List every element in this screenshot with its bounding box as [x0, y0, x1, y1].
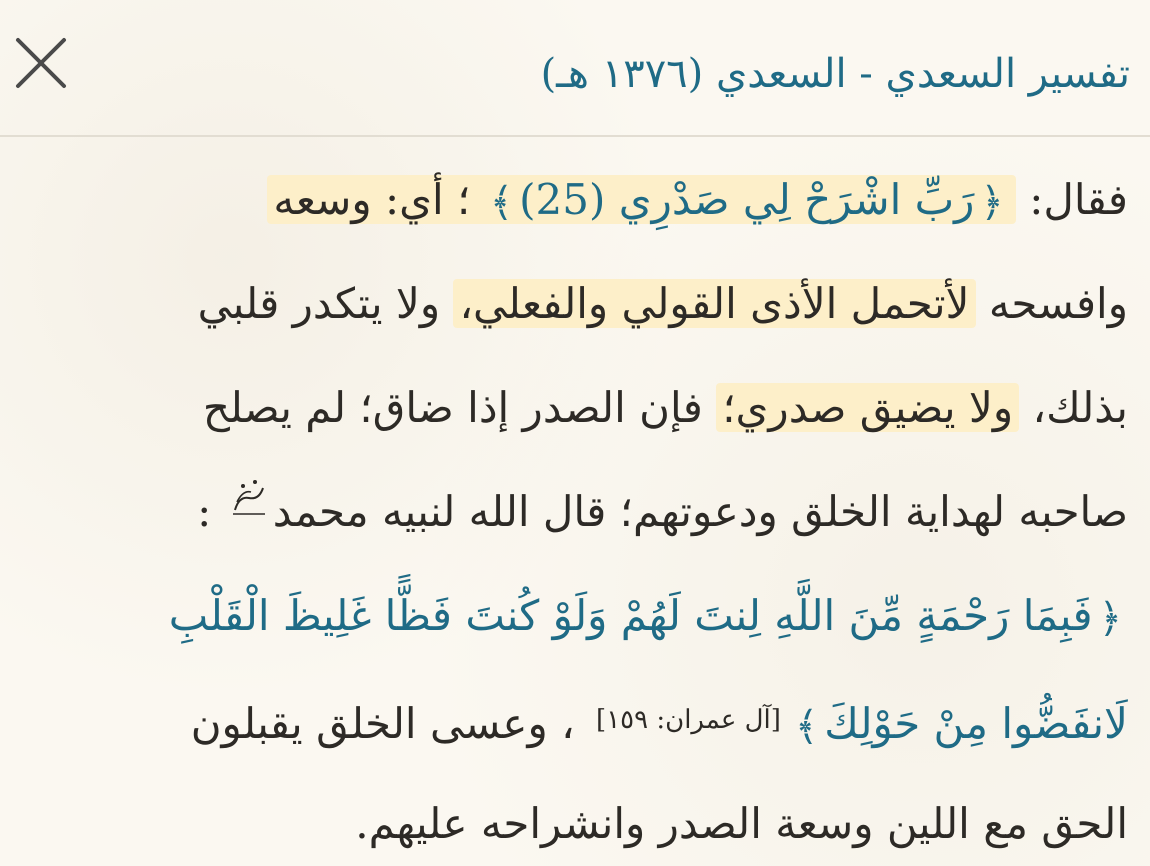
ornate-bracket-close-icon: ﴾: [489, 180, 514, 226]
ornate-bracket-close-icon: ﴾: [794, 704, 819, 750]
line2-start: وافسحه: [975, 279, 1128, 328]
text-line-6: [191, 668, 1128, 772]
header-bar: [0, 0, 1150, 137]
line1-prefix: فقال:: [1015, 175, 1128, 224]
ornate-bracket-open-icon: ﴿: [980, 180, 1004, 226]
text-line-3: [203, 356, 1128, 460]
line3-end: فإن الصدر إذا ضاق؛ لم يصلح: [202, 383, 717, 432]
highlighted-verse: [267, 175, 1016, 224]
line6-after: ، وعسى الخلق يقبلون: [190, 699, 589, 748]
quran-verse[interactable]: رَبِّ اشْرَحْ لِي صَدْرِي (25): [519, 175, 975, 224]
text-line-1: [267, 148, 1128, 252]
text-line-7: [355, 772, 1128, 866]
sallallahu-alayhi-wasallam-icon: [229, 476, 269, 518]
close-icon: [12, 34, 70, 92]
line4-after: :: [197, 487, 225, 536]
line4-text: صاحبه لهداية الخلق ودعوتهم؛ قال الله لنبيه محمد: [272, 487, 1128, 536]
quran-verse[interactable]: لَانفَضُّوا مِنْ حَوْلِكَ: [824, 699, 1128, 748]
text-line-4: [197, 460, 1128, 564]
line7-text: الحق مع اللين وسعة الصدر وانشراحه عليهم.: [355, 799, 1128, 848]
line1-suffix: ؛ أي: وسعه: [273, 175, 484, 224]
ornate-bracket-open-icon: ﴿: [1098, 596, 1122, 642]
highlighted-text[interactable]: ولا يضيق صدري؛: [716, 383, 1019, 432]
text-line-2: [198, 252, 1128, 356]
text-line-5: [169, 564, 1128, 668]
quran-verse[interactable]: فَبِمَا رَحْمَةٍ مِّنَ اللَّهِ لِنتَ لَهُمْ وَلَوْ كُنتَ فَظًّا غَلِيظَ الْقَلْبِ: [168, 591, 1093, 640]
verse-reference: [آل عمران: ١٥٩]: [596, 705, 781, 735]
tafsir-content: [0, 142, 1150, 866]
page-title: تفسير السعدي - السعدي (١٣٧٦ هـ): [540, 51, 1130, 97]
line3-start: بذلك،: [1019, 383, 1128, 432]
highlighted-text[interactable]: لأتحمل الأذى القولي والفعلي،: [453, 279, 975, 328]
close-button[interactable]: [12, 34, 70, 92]
line2-end: ولا يتكدر قلبي: [197, 279, 454, 328]
